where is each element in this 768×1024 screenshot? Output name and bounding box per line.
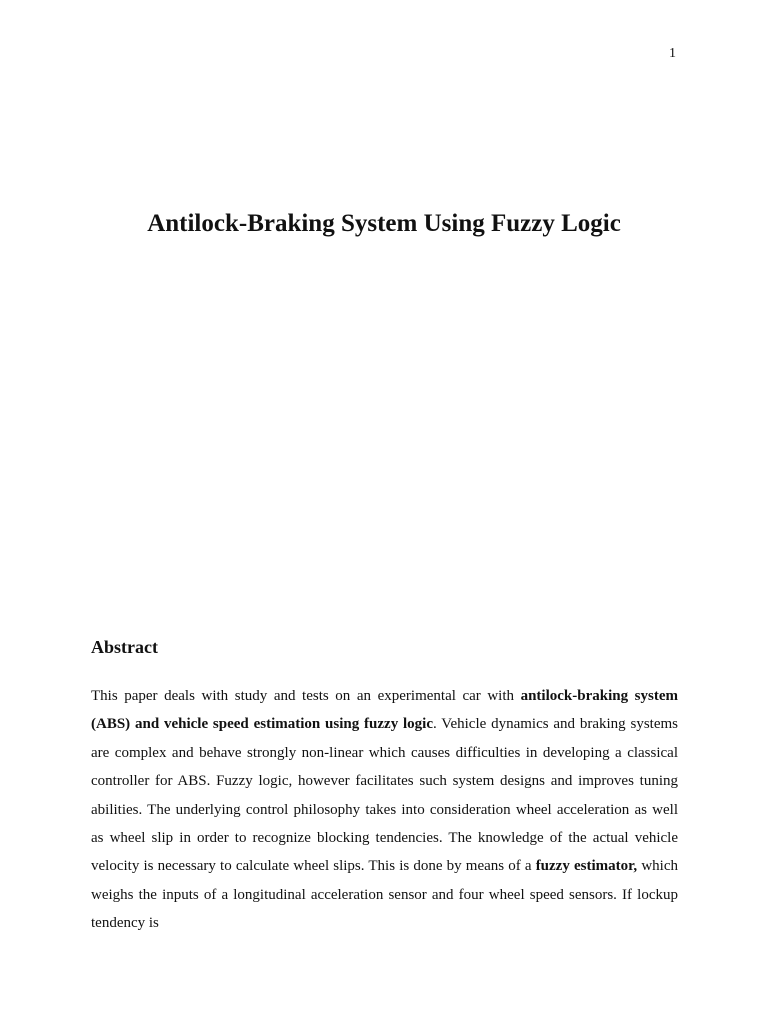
abstract-bold-1: antilock-braking system (ABS) and vehicle speed estimation using fuzzy logic: [91, 688, 679, 733]
abstract-paragraph: [91, 682, 678, 938]
page-number: 1: [669, 46, 676, 61]
paper-title: Antilock-Braking System Using Fuzzy Logic: [147, 210, 621, 237]
abstract-text-1: This paper deals with study and tests on an experimental car with: [91, 688, 521, 704]
abstract-heading: Abstract: [91, 637, 158, 657]
abstract-bold-2: fuzzy estimator,: [535, 858, 638, 875]
abstract-text-3: which weighs the inputs of a longitudinal acceleration sensor and four wheel speed sensors. If lockup tendency is: [91, 858, 678, 932]
abstract-text-2: . Vehicle dynamics and braking systems are complex and behave strongly non-linear which causes difficulties in developing a classical controller for ABS. Fuzzy logic, however facilitates such system designs and improves tuning abilities. The underlying control philosophy takes into consideration wheel acceleration as well as wheel slip in order to recognize blocking tendencies. The knowledge of the actual vehicle velocity is necessary to calculate wheel slips. This is done by means of a: [91, 716, 678, 875]
